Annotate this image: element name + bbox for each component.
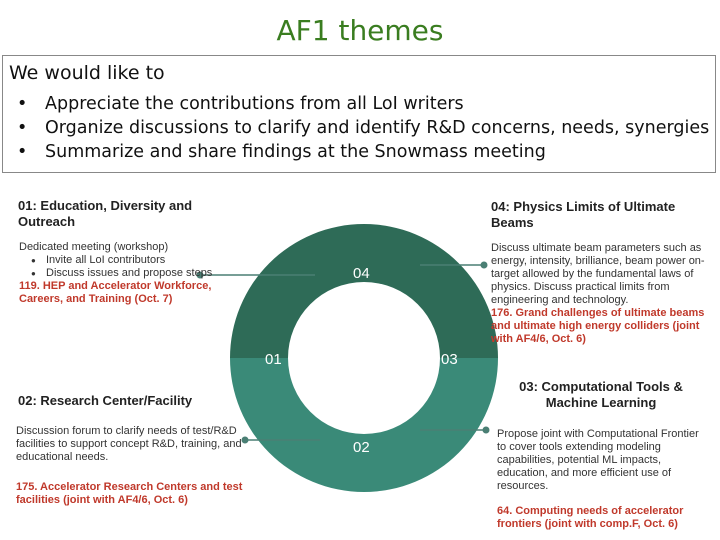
- section-04-text: Discuss ultimate beam parameters such as energy, intensity, brilliance, beam power on-target allowed by the fundamental laws of physics. Discuss practical limits from engineering and technology.: [491, 242, 705, 306]
- bullet-icon: •: [17, 142, 28, 162]
- intro-item: • Summarize and share findings at the Snowmass meeting: [17, 142, 546, 162]
- section-02-heading: 02: Research Center/Facility: [18, 393, 193, 408]
- section-01-highlight: 119. HEP and Accelerator Workforce, Careers, and Training (Oct. 7): [19, 280, 212, 305]
- section-03-highlight: 64. Computing needs of accelerator frontiers (joint with comp.F, Oct. 6): [497, 505, 684, 530]
- ring-label-01: 01: [265, 351, 282, 368]
- section-04-heading: 04: Physics Limits of Ultimate Beams: [491, 199, 676, 230]
- intro-heading: We would like to: [9, 62, 165, 84]
- ring-label-04: 04: [353, 265, 370, 282]
- bullet-icon: •: [17, 118, 28, 138]
- section-04-body: [491, 242, 719, 346]
- connector-dot-03: [483, 427, 490, 434]
- intro-item: • Appreciate the contributions from all LoI writers: [17, 94, 464, 114]
- section-01-bullets: [19, 254, 219, 280]
- bullet-icon: •: [17, 94, 28, 114]
- connector-dot-04: [481, 262, 488, 269]
- section-02-text: Discussion forum to clarify needs of test/R&D facilities to support concept R&D, training, and educational needs.: [16, 425, 242, 463]
- section-03-heading: 03: Computational Tools & Machine Learning: [519, 379, 683, 410]
- section-02-highlight: 175. Accelerator Research Centers and test facilities (joint with AF4/6, Oct. 6): [16, 481, 243, 506]
- ring-segment-02: [230, 358, 364, 492]
- ring-segment-03: [364, 358, 498, 492]
- section-01-body: [19, 241, 219, 306]
- intro-item: • Organize discussions to clarify and identify R&D concerns, needs, synergies: [17, 118, 710, 138]
- section-01-line: Dedicated meeting (workshop): [19, 241, 169, 253]
- slide-title: AF1 themes: [276, 14, 444, 47]
- list-item: ● Discuss issues and propose steps: [46, 267, 219, 280]
- section-02-body: [16, 425, 248, 507]
- section-03-text: Propose joint with Computational Frontier to cover tools extending modeling capabilities, potential ML impacts, education, and more efficient use of resources.: [497, 428, 699, 492]
- section-03-body: [497, 428, 707, 531]
- ring-label-03: 03: [441, 351, 458, 368]
- section-01-heading: 01: Education, Diversity and Outreach: [18, 198, 193, 229]
- ring-label-02: 02: [353, 439, 370, 456]
- section-04-highlight: 176. Grand challenges of ultimate beams and ultimate high energy colliders (joint with AF4/6, Oct. 6): [491, 307, 705, 345]
- list-item: ● Invite all LoI contributors: [46, 254, 219, 267]
- ring-segment-01: [230, 224, 364, 358]
- ring-segment-04: [364, 224, 498, 358]
